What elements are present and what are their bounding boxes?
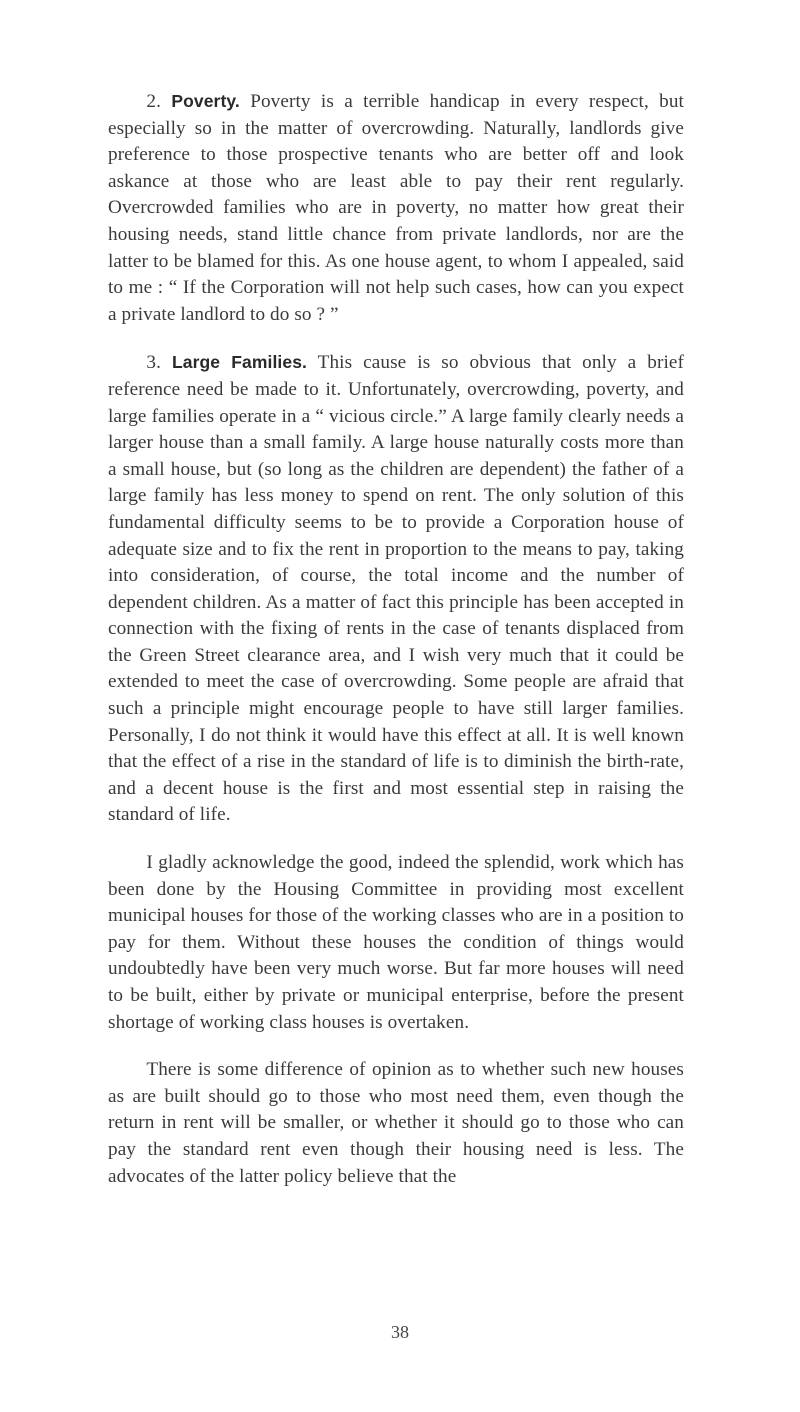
- section-heading-large-families: Large Families.: [171, 352, 307, 373]
- paragraph-poverty: [108, 88, 684, 328]
- section-heading-poverty: Poverty.: [171, 91, 240, 111]
- paragraph-difference-of-opinion: [108, 1057, 684, 1190]
- paragraph-text: This cause is so obvious that only a brief reference need be made to it. Unfortunately, overcrowding, poverty, and large families operate in a “ vicious circle.” A large family clearly needs a larger house than a small family. A large house naturally costs more than a small house, but (so long as the children are dependent) the father of a large family has less money to spend on rent. The only solution of this fundamental difficulty seems to be to provide a Corporation house of adequate size and to fix the rent in proportion to the means to pay, taking into consideration, of course, the total income and the number of dependent children. As a matter of fact this principle has been accepted in connection with the fixing of rents in the case of tenants displaced from the Green Street clearance area, and I wish very much that it could be extended to meet the case of overcrowding. Some people are afraid that such a principle might encourage people to have still larger families. Personally, I do not think it would have this effect at all. It is well known that the effect of a rise in the standard of life is to diminish the birth-rate, and a decent house is the first and most essential step in raising the standard of life.: [108, 352, 684, 826]
- paragraph-number: 2.: [146, 91, 161, 112]
- paragraph-housing-committee: [108, 850, 684, 1036]
- paragraph-text: There is some difference of opinion as to whether such new houses as are built should go to those who most need them, even though the return in rent will be smaller, or whether it should go to those who can pay the standard rent even though their housing need is less. The advocates of the latter policy believe that the: [108, 1059, 684, 1187]
- page-number: 38: [391, 1322, 409, 1342]
- paragraph-number: 3.: [146, 352, 161, 374]
- paragraph-large-families: [108, 349, 684, 829]
- paragraph-text: I gladly acknowledge the good, indeed the splendid, work which has been done by the Housing Committee in providing most excellent municipal houses for those of the working classes who are in a position to pay for them. Without these houses the condition of things would undoubtedly have been very much worse. But far more houses will need to be built, either by private or municipal enterprise, before the present shortage of working class houses is overtaken.: [108, 852, 684, 1033]
- paragraph-text: Poverty is a terrible handicap in every respect, but especially so in the matter of overcrowding. Naturally, landlords give preference to those prospective tenants who are better off and look askance at those who are least able to pay their rent regularly. Overcrowded families who are in poverty, no matter how great their housing needs, stand little chance from private landlords, nor are the latter to be blamed for this. As one house agent, to whom I appealed, said to me : “ If the Corporation will not help such cases, how can you expect a private landlord to do so ? ”: [108, 91, 684, 325]
- document-page: [108, 88, 684, 1190]
